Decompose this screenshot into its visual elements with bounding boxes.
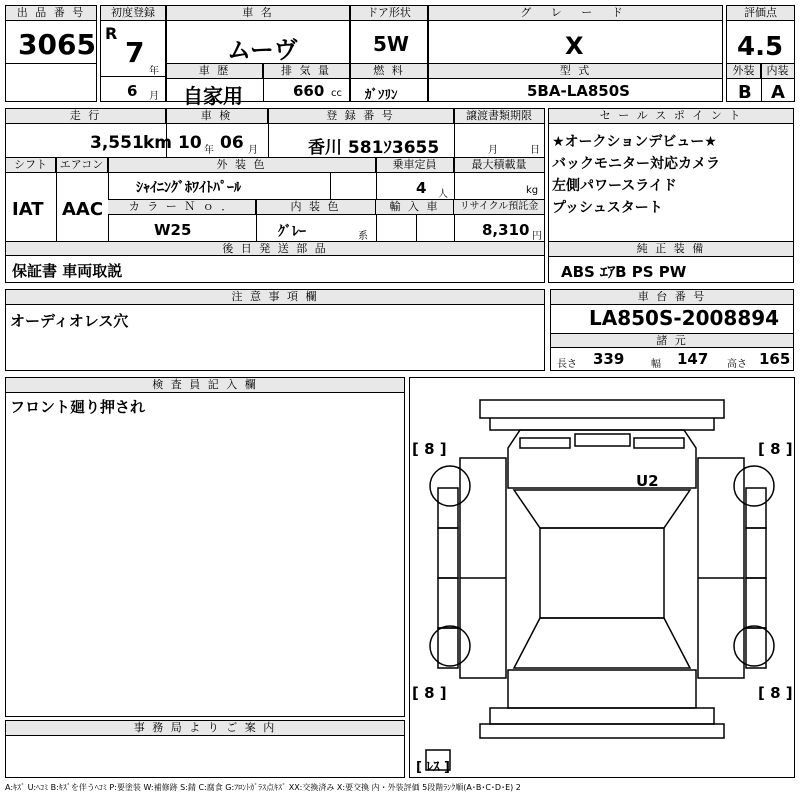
width-label: 幅 (651, 359, 661, 370)
score-box (726, 5, 795, 102)
chassis-label: 車 台 番 号 (551, 290, 793, 305)
int-score: A (771, 82, 785, 103)
color-number: W25 (154, 221, 192, 239)
length-label: 長さ (557, 359, 577, 370)
grade-box (428, 5, 723, 102)
inspector-box (5, 377, 405, 717)
lot-number: 3065 (18, 28, 96, 61)
import-label: 輸 入 車 (376, 200, 454, 215)
transfer-day-unit: 日 (530, 145, 540, 156)
mileage-label: 走 行 (6, 109, 166, 124)
later-parts: 保証書 車両取説 (12, 262, 123, 280)
legend: A:ｷｽﾞ U:ﾍｺﾐ B:ｷｽﾞを伴うﾍｺﾐ P:要塗装 W:補修跡 S:錆 C:腐食 G:ﾌﾛﾝﾄｶﾞﾗｽ点ｷｽﾞ XX:交換済み X:要交換 内・外装評価 5段階ﾗﾝｸ順(A･B･C･D･E) 2 (5, 783, 521, 792)
inspection-year-unit: 年 (204, 145, 214, 156)
transfer-month-unit: 月 (488, 145, 498, 156)
inspector-label: 検 査 員 記 入 欄 (6, 378, 404, 393)
office-label: 事 務 局 よ り ご 案 内 (6, 721, 404, 736)
lot-label: 出 品 番 号 (6, 6, 96, 21)
score-label: 評価点 (727, 6, 794, 21)
air-conditioner: AAC (62, 199, 104, 220)
displacement-label: 排 気 量 (263, 64, 349, 79)
overall-score: 4.5 (737, 32, 784, 62)
width: 147 (677, 350, 709, 368)
inspector-notes: フロント廻り押され (10, 398, 146, 416)
grade: X (565, 32, 584, 60)
tire-front-left: [ 8 ] (412, 440, 447, 458)
sales-point-4: プッシュスタート (552, 200, 663, 216)
notes: オーディオレス穴 (10, 312, 129, 330)
mileage: 3,551 (90, 133, 144, 153)
displacement: 660 (293, 82, 325, 100)
details-box (5, 108, 545, 256)
recycle-unit: 円 (532, 231, 542, 242)
load-unit: kg (526, 185, 539, 196)
model-label: 型 式 (429, 64, 722, 79)
first-registration-label: 初度登録 (101, 6, 165, 21)
damage-mark: U2 (636, 472, 659, 490)
load-label: 最大積載量 (454, 158, 544, 173)
model: 5BA-LA850S (527, 82, 630, 100)
era: R (105, 24, 118, 43)
chassis-box (550, 289, 794, 371)
height-label: 高さ (727, 359, 747, 370)
height: 165 (759, 350, 791, 368)
year-unit: 年 (149, 66, 159, 77)
name-box (166, 5, 350, 108)
dims-label: 諸 元 (551, 334, 793, 348)
exterior-color: ｼｬｲﾆﾝｸﾞﾎﾜｲﾄﾊﾟｰﾙ (136, 180, 241, 196)
inspection-label: 車 検 (166, 109, 268, 124)
car-outline (410, 378, 794, 777)
reg-month: 6 (127, 82, 138, 100)
ac-label: エアコン (56, 158, 108, 173)
colorno-label: カ ラ ー Ｎ ｏ ． (108, 200, 256, 215)
spare-tire: [ ﾚｽ ] (416, 760, 450, 775)
history: 自家用 (183, 84, 243, 108)
notes-label: 注 意 事 項 欄 (6, 290, 544, 305)
capacity: 4 (416, 179, 427, 197)
tire-front-right: [ 8 ] (758, 440, 793, 458)
interior-unit: 系 (358, 231, 368, 242)
sales-point-1: ★オークションデビュー★ (552, 134, 717, 150)
color-label: 外 装 色 (108, 158, 376, 173)
plate-number: 香川 581ｿ3655 (308, 138, 440, 158)
transfer-label: 譲渡書類期限 (454, 109, 544, 124)
ext-label: 外装 (727, 64, 761, 79)
lot-box (5, 5, 97, 102)
inspection-month-unit: 月 (248, 145, 258, 156)
equipment-box (548, 241, 794, 283)
car-diagram (409, 377, 795, 778)
later-parts-box (5, 255, 545, 283)
shift: IAT (12, 199, 44, 220)
grade-label: グ レ ー ド (429, 6, 722, 21)
later-parts-label: 後 日 発 送 部 品 (6, 242, 544, 256)
month-unit: 月 (149, 91, 159, 102)
capacity-unit: 人 (438, 189, 448, 200)
interior-label: 内 装 色 (256, 200, 376, 215)
car-name: ムーヴ (227, 36, 298, 64)
name-label: 車 名 (167, 6, 349, 21)
fuel: ｶﾞｿﾘﾝ (365, 88, 398, 103)
chassis-number: LA850S-2008894 (589, 306, 780, 330)
door-type: 5W (373, 32, 409, 56)
km-unit: km (143, 133, 173, 153)
sales-point-3: 左側パワースライド (552, 178, 677, 194)
shift-label: シフト (6, 158, 56, 173)
equipment: ABS ｴｱB PS PW (561, 263, 687, 281)
length: 339 (593, 350, 625, 368)
plate-label: 登 録 番 号 (268, 109, 454, 124)
reg-year: 7 (125, 36, 145, 69)
cc-unit: cc (331, 88, 342, 99)
notes-box (5, 289, 545, 371)
interior-color: ｸﾞﾚｰ (278, 224, 306, 240)
recycle-label: リサイクル預託金 (454, 200, 544, 215)
door-label: ドア形状 (351, 6, 427, 21)
ext-score: B (738, 82, 752, 103)
inspection-month: 06 (220, 133, 244, 153)
tire-rear-left: [ 8 ] (412, 684, 447, 702)
int-label: 内装 (761, 64, 794, 79)
sales-points-box (548, 108, 794, 242)
history-label: 車 歴 (167, 64, 263, 79)
capacity-label: 乗車定員 (376, 158, 454, 173)
office-box (5, 720, 405, 778)
inspection-year: 10 (178, 133, 202, 153)
sales-points-label: セ ー ル ス ポ イ ン ト (549, 109, 793, 124)
recycle-fee: 8,310 (482, 221, 530, 239)
tire-rear-right: [ 8 ] (758, 684, 793, 702)
equipment-label: 純 正 装 備 (549, 242, 793, 257)
first-registration-box (100, 5, 166, 102)
door-box (350, 5, 428, 102)
sales-point-2: バックモニター対応カメラ (552, 156, 720, 172)
fuel-label: 燃 料 (351, 64, 427, 79)
